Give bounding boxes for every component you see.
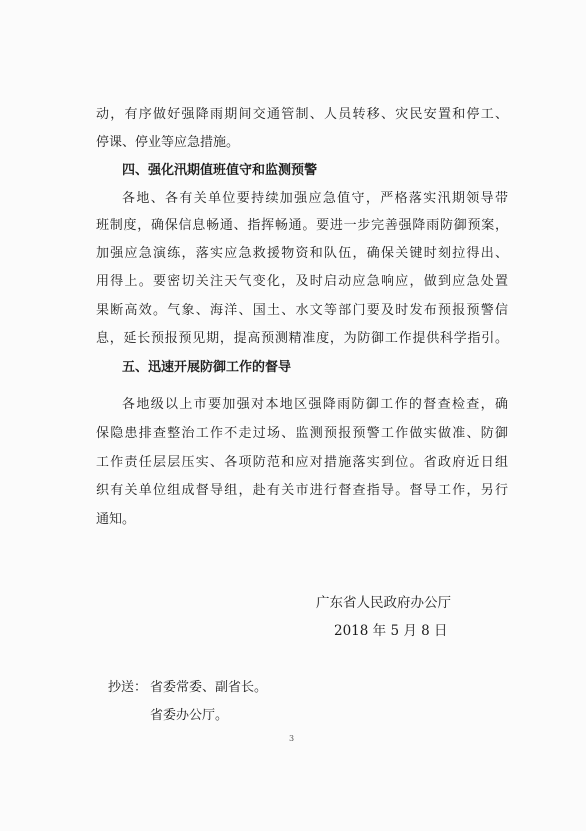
- issue-date: 2018 年 5 月 8 日: [334, 623, 448, 639]
- paragraph-top-line-2: 停课、停业等应急措施。: [96, 135, 240, 150]
- paragraph-top-line-1: 动，有序做好强降雨期间交通管制、人员转移、灾民安置和停工、: [96, 107, 508, 122]
- paragraph-4-line-1: 各地、各有关单位要持续加强应急值守，严格落实汛期领导带: [122, 191, 508, 206]
- cc-label: 抄送：: [108, 680, 148, 695]
- paragraph-5-line-5: 通知。: [96, 512, 136, 527]
- cc-recipient-1: 省委常委、副省长。: [150, 680, 268, 695]
- paragraph-5-line-4: 织有关单位组成督导组，赴有关市进行督查指导。督导工作，另行: [96, 483, 508, 498]
- paragraph-4-line-6: 息，延长预报预见期，提高预测精准度，为防御工作提供科学指引。: [96, 331, 508, 346]
- section-heading-5: 五、迅速开展防御工作的督导: [122, 360, 292, 375]
- paragraph-4-line-3: 加强应急演练，落实应急救援物资和队伍，确保关键时刻拉得出、: [96, 246, 508, 261]
- paragraph-5-line-2: 保隐患排查整治工作不走过场、监测预报预警工作做实做准、防御: [96, 426, 508, 441]
- issuer-name: 广东省人民政府办公厅: [316, 595, 451, 611]
- page-number: 3: [289, 734, 295, 743]
- paragraph-4-line-4: 用得上。要密切关注天气变化，及时启动应急响应，做到应急处置: [96, 274, 508, 289]
- paragraph-5-line-3: 工作责任层层压实、各项防范和应对措施落实到位。省政府近日组: [96, 455, 508, 470]
- cc-recipient-2: 省委办公厅。: [150, 708, 229, 723]
- section-heading-4: 四、强化汛期值班值守和监测预警: [122, 163, 318, 178]
- paragraph-4-line-2: 班制度，确保信息畅通、指挥畅通。要进一步完善强降雨防御预案，: [96, 218, 508, 233]
- paragraph-5-line-1: 各地级以上市要加强对本地区强降雨防御工作的督查检查，确: [122, 397, 508, 412]
- paragraph-4-line-5: 果断高效。气象、海洋、国土、水文等部门要及时发布预报预警信: [96, 303, 508, 318]
